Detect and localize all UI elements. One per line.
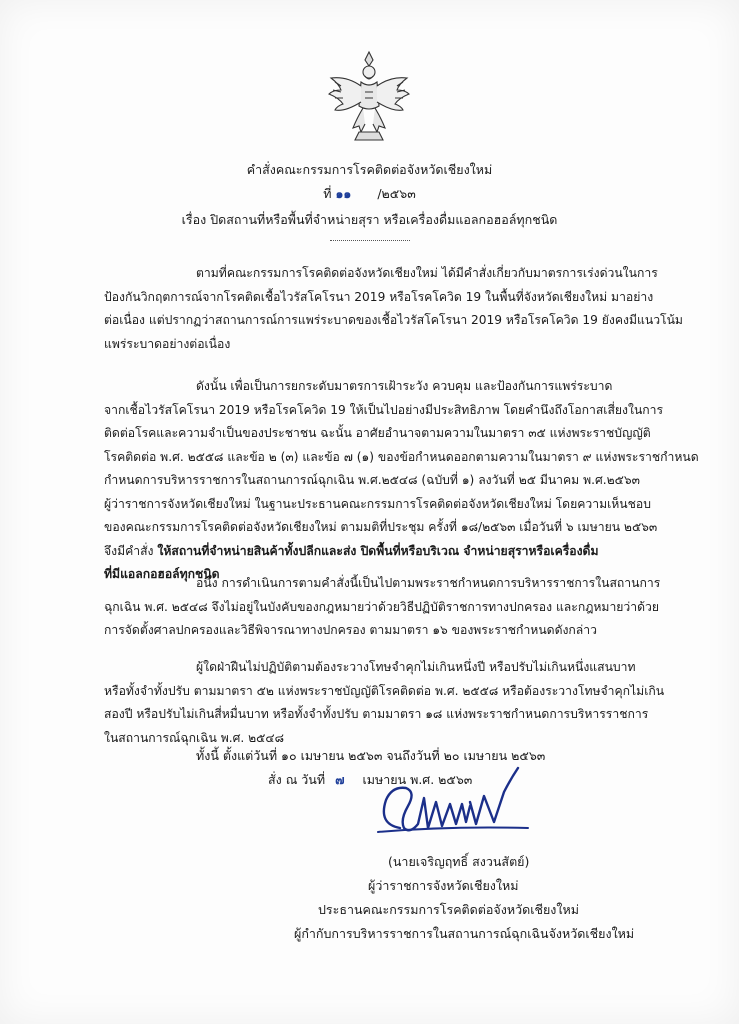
para2-line: จากเชื้อไวรัสโคโรนา 2019 หรือโรคโควิด 19 ให้เป็นไปอย่างมีประสิทธิภาพ โดยคำนึงถึงโอกาสเสี่ยงในการ [104,402,664,417]
paragraph-4 [104,656,665,750]
order-number [0,186,739,202]
ordered-date-rest: เมษายน พ.ศ. ๒๕๖๓ [362,772,473,787]
para2-line: ของคณะกรรมการโรคติดต่อจังหวัดเชียงใหม่ ตามมติที่ประชุม ครั้งที่ ๑๘/๒๕๖๓ เมื่อวันที่ ๖ เมษายน ๒๕๖๓ [104,520,658,534]
order-prefix: จึงมีคำสั่ง [104,543,158,558]
signature-icon [370,758,530,853]
order-bold-text: ให้สถานที่จำหน่ายสินค้าทั้งปลีกและส่ง ปิดพื้นที่หรือบริเวณ จำหน่ายสุราหรือเครื่องดื่ม [157,543,599,558]
paragraph-2 [104,375,699,587]
para4-line: ผู้ใดฝ่าฝืนไม่ปฏิบัติตามต้องระวางโทษจำคุกไม่เกินหนึ่งปี หรือปรับไม่เกินหนึ่งแสนบาท [196,660,636,674]
para2-line: โรคติดต่อ พ.ศ. ๒๕๕๘ และข้อ ๒ (๓) และข้อ ๗ (๑) ของข้อกำหนดออกตามความในมาตรา ๙ แห่งพระราชกำหนด [104,449,699,464]
effective-dates: ทั้งนี้ ตั้งแต่วันที่ ๑๐ เมษายน ๒๕๖๓ จนถึงวันที่ ๒๐ เมษายน ๒๕๖๓ [196,748,546,763]
ordered-day: ๗ [335,772,345,787]
signer-position-3: ผู้กำกับการบริหารราชการในสถานการณ์ฉุกเฉินจังหวัดเชียงใหม่ [294,926,635,941]
order-title: คำสั่งคณะกรรมการโรคติดต่อจังหวัดเชียงใหม่ [246,162,493,177]
order-number-prefix: ที่ [323,186,332,201]
para2-line: กำหนดการบริหารราชการในสถานการณ์ฉุกเฉิน พ.ศ.๒๕๔๘ (ฉบับที่ ๑) ลงวันที่ ๒๕ มีนาคม พ.ศ.๒๕๖๓ [104,473,640,487]
para3-line: อนึ่ง การดำเนินการตามคำสั่งนี้เป็นไปตามพระราชกำหนดการบริหารราชการในสถานการ [196,576,661,590]
signer-position-2: ประธานคณะกรรมการโรคติดต่อจังหวัดเชียงใหม่ [318,902,579,917]
divider [330,240,410,241]
garuda-emblem-icon [325,48,413,148]
para4-line: ในสถานการณ์ฉุกเฉิน พ.ศ. ๒๕๔๘ [104,730,284,745]
para2-line: ผู้ว่าราชการจังหวัดเชียงใหม่ ในฐานะประธานคณะกรรมการโรคติดต่อจังหวัดเชียงใหม่ โดยความเห็นชอบ [104,496,651,511]
para4-line: หรือทั้งจำทั้งปรับ ตามมาตรา ๕๒ แห่งพระราชบัญญัติโรคติดต่อ พ.ศ. ๒๕๕๘ หรือต้องระวางโทษจำคุกไม่เกิน [104,683,665,698]
para1-line: ตามที่คณะกรรมการโรคติดต่อจังหวัดเชียงใหม่ ได้มีคำสั่งเกี่ยวกับมาตรการเร่งด่วนในการ [196,266,658,280]
subject-line: เรื่อง ปิดสถานที่หรือพื้นที่จำหน่ายสุรา หรือเครื่องดื่มแอลกอฮอล์ทุกชนิด [181,212,558,227]
signer-name: (นายเจริญฤทธิ์ สงวนสัตย์) [388,854,530,869]
para2-order-line [104,540,652,564]
paragraph-1 [104,262,683,356]
para1-line: แพร่ระบาดอย่างต่อเนื่อง [104,336,231,351]
para2-line: ดังนั้น เพื่อเป็นการยกระดับมาตรการเฝ้าระวัง ควบคุม และป้องกันการแพร่ระบาด [196,379,613,393]
para3-line: ฉุกเฉิน พ.ศ. ๒๕๔๘ จึงไม่อยู่ในบังคับของกฎหมายว่าด้วยวิธีปฏิบัติราชการทางปกครอง และกฎหมายว่าด้วย [104,599,660,614]
ordered-date-prefix: สั่ง ณ วันที่ [268,772,326,787]
para4-line: สองปี หรือปรับไม่เกินสี่หมื่นบาท หรือทั้งจำทั้งปรับ ตามมาตรา ๑๘ แห่งพระราชกำหนดการบริหารราชการ [104,707,649,721]
para1-line: ต่อเนื่อง แต่ปรากฏว่าสถานการณ์การแพร่ระบาดของเชื้อไวรัสโคโรนา 2019 หรือโรคโควิด 19 ยังคงมีแนวโน้ม [104,313,683,327]
order-bold-text-2: ที่มีแอลกอฮอล์ทุกชนิด [104,567,220,581]
order-number-value: ๑๑ [335,186,352,201]
order-number-year: /๒๕๖๓ [377,186,416,201]
para2-line: ติดต่อโรคและความจำเป็นของประชาชน ฉะนั้น อาศัยอำนาจตามความในมาตรา ๓๕ แห่งพระราชบัญญัติ [104,426,651,440]
paragraph-3 [104,572,661,643]
para3-line: การจัดตั้งศาลปกครองและวิธีพิจารณาทางปกครอง ตามมาตรา ๑๖ ของพระราชกำหนดดังกล่าว [104,623,597,637]
para1-line: ป้องกันวิกฤตการณ์จากโรคติดเชื้อไวรัสโคโรนา 2019 หรือโรคโควิด 19 ในพื้นที่จังหวัดเชียงใหม่ มาอย่าง [104,289,654,304]
signer-position-1: ผู้ว่าราชการจังหวัดเชียงใหม่ [368,878,519,893]
